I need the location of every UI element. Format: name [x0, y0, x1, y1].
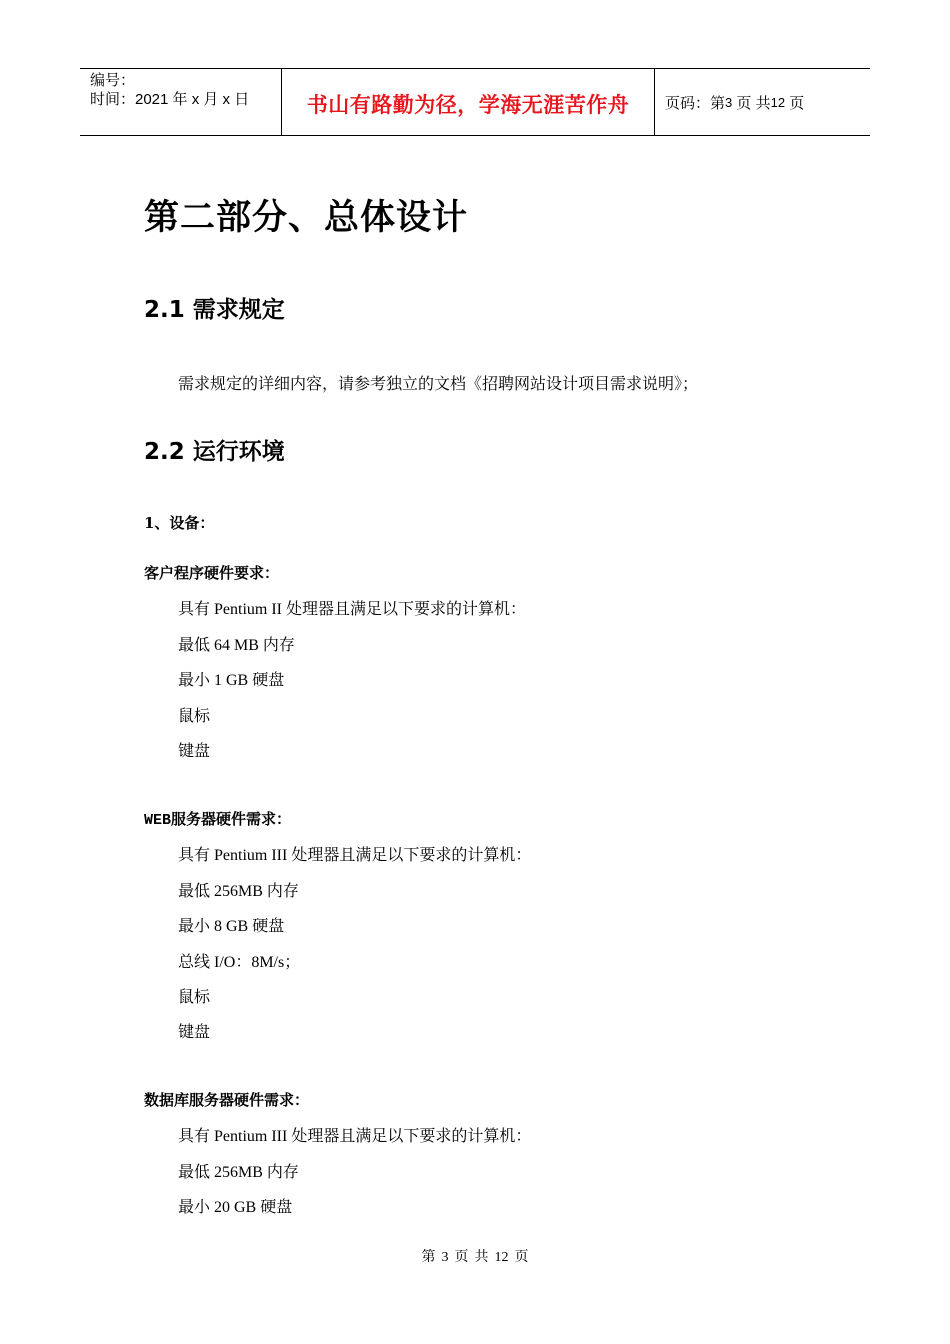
header-motto: 书山有路勤为径，学海无涯苦作舟	[282, 69, 655, 135]
page-title: 第二部分、总体设计	[144, 198, 469, 238]
list-item: 最低 256MB 内存	[178, 1164, 299, 1181]
equipment-label: 1、设备：	[144, 514, 215, 532]
client-hardware-heading: 客户程序硬件要求：	[144, 564, 280, 582]
list-item: 最小 8 GB 硬盘	[178, 918, 285, 935]
header-page-total: 12	[770, 94, 786, 110]
footer-current: 3	[441, 1250, 449, 1265]
section-heading-2-2: 2.2 运行环境	[144, 439, 285, 465]
db-server-hardware-heading: 数据库服务器硬件需求：	[144, 1091, 310, 1109]
list-item: 最小 20 GB 硬盘	[178, 1199, 293, 1216]
header-page-number	[655, 69, 870, 135]
list-item: 最低 256MB 内存	[178, 883, 299, 900]
header-page-current: 3	[725, 94, 733, 110]
list-item: 最小 1 GB 硬盘	[178, 672, 285, 689]
web-server-hardware-heading	[144, 808, 291, 829]
header-page-suffix: 页	[789, 94, 805, 112]
header-page-mid: 页 共	[736, 94, 771, 112]
footer-p1: 第	[421, 1250, 436, 1265]
document-number-label: 编号：	[90, 72, 136, 89]
header-info-cell	[80, 69, 282, 135]
list-item: 键盘	[178, 1024, 211, 1041]
list-item: 键盘	[178, 743, 211, 760]
section-2-1-text: 需求规定的详细内容，请参考独立的文档《招聘网站设计项目需求说明》；	[178, 376, 699, 393]
header-page-prefix: 页码：第	[665, 94, 726, 112]
page-header	[80, 68, 870, 136]
list-item: 具有 Pentium II 处理器且满足以下要求的计算机：	[178, 601, 526, 618]
document-date-label: 时间：2021 年 x 月 x 日	[90, 91, 250, 108]
web-heading-prefix: WEB	[144, 812, 172, 829]
page-footer	[0, 1246, 950, 1266]
section-heading-2-1: 2.1 需求规定	[144, 297, 285, 323]
footer-p2: 页	[454, 1250, 469, 1265]
list-item: 鼠标	[178, 989, 211, 1006]
footer-p3: 共	[474, 1250, 489, 1265]
list-item: 鼠标	[178, 708, 211, 725]
list-item: 总线 I/O：8M/s；	[178, 954, 301, 971]
footer-total: 12	[494, 1250, 509, 1265]
footer-p4: 页	[514, 1250, 529, 1265]
web-heading-rest: 服务器硬件需求：	[171, 810, 292, 828]
list-item: 具有 Pentium III 处理器且满足以下要求的计算机：	[178, 1128, 532, 1145]
list-item: 具有 Pentium III 处理器且满足以下要求的计算机：	[178, 847, 532, 864]
list-item: 最低 64 MB 内存	[178, 637, 295, 654]
